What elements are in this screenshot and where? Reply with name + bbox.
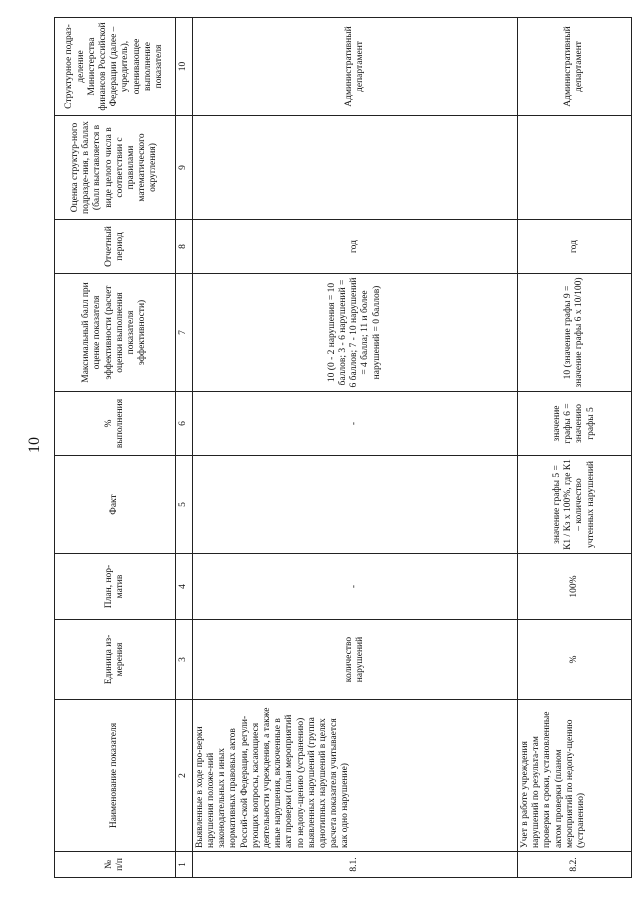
column-number: 2 [175, 700, 192, 852]
column-number: 4 [175, 554, 192, 620]
header-cell: Наименование показателя [55, 700, 176, 852]
max-score-cell: 10 (0 - 2 нарушения = 10 баллов; 3 - 6 нарушений = 6 баллов; 7 - 10 нарушений = 4 балла; 11 и более нарушений = 0 баллов) [192, 274, 517, 392]
score-cell [517, 116, 631, 220]
unit-cell: количество нарушений [192, 620, 517, 700]
rotated-table-container [54, 18, 632, 878]
column-number: 8 [175, 220, 192, 274]
max-score-cell: 10 (значение графы 9 = значение графы 6 х 10/100) [517, 274, 631, 392]
indicator-name: Выявленные в ходе про-верки нарушения положе-ний законодательных и иных нормативных правовых актов Россий-ской Федерации, регули-рующих вопросы, касающиеся деятельности учреждения, а также иные нарушения, включенные в акт проверки (план мероприятий по недопу-щению (устранению) выявленных нарушений (группа однотипных нарушений в целях расчета показателя учитывается как одно нарушение) [192, 700, 517, 852]
column-number-row [175, 18, 192, 878]
page-number: 10 [26, 437, 43, 453]
column-number: 6 [175, 392, 192, 456]
plan-cell: - [192, 554, 517, 620]
header-cell: Оценка структур-ного подразде-ния, в баллах (балл выставляется в виде целого числа в соответствии с правилами математического округления) [55, 116, 176, 220]
header-cell: № п/п [55, 852, 176, 878]
indicator-name: Учет в работе учреждения нарушений по результа-там проверки в сроки, установленные актом проверки (планом мероприятий по недопу-щению (устранению) [517, 700, 631, 852]
header-cell: Отчетный период [55, 220, 176, 274]
percent-cell: - [192, 392, 517, 456]
column-number: 9 [175, 116, 192, 220]
header-cell: Максимальный балл при оценке показателя эффективности (расчет оценки выполнения показателя эффективности) [55, 274, 176, 392]
row-number: 8.1. [192, 852, 517, 878]
column-number: 1 [175, 852, 192, 878]
header-cell: Единица из-мерения [55, 620, 176, 700]
department-cell: Административный департамент [517, 18, 631, 116]
row-number: 8.2. [517, 852, 631, 878]
plan-cell: 100% [517, 554, 631, 620]
header-cell: Факт [55, 456, 176, 554]
column-number: 10 [175, 18, 192, 116]
indicator-table [54, 17, 632, 878]
table-row [192, 18, 517, 878]
column-number: 5 [175, 456, 192, 554]
header-row [55, 18, 176, 878]
fact-cell: значение графы 5 = К1 / Кз х 100%, где К1 – количество учтенных нарушений [517, 456, 631, 554]
unit-cell: % [517, 620, 631, 700]
header-cell: % выполнения [55, 392, 176, 456]
percent-cell: значение графы 6 = значению графы 5 [517, 392, 631, 456]
period-cell: год [517, 220, 631, 274]
column-number: 3 [175, 620, 192, 700]
table-row [517, 18, 631, 878]
period-cell: год [192, 220, 517, 274]
header-cell: План, нор-матив [55, 554, 176, 620]
department-cell: Административный департамент [192, 18, 517, 116]
score-cell [192, 116, 517, 220]
header-cell: Структурное подраз-деление Министерства финансов Российской Федерации (далее – учредитель), оценивающее выполнение показателя [55, 18, 176, 116]
column-number: 7 [175, 274, 192, 392]
fact-cell [192, 456, 517, 554]
